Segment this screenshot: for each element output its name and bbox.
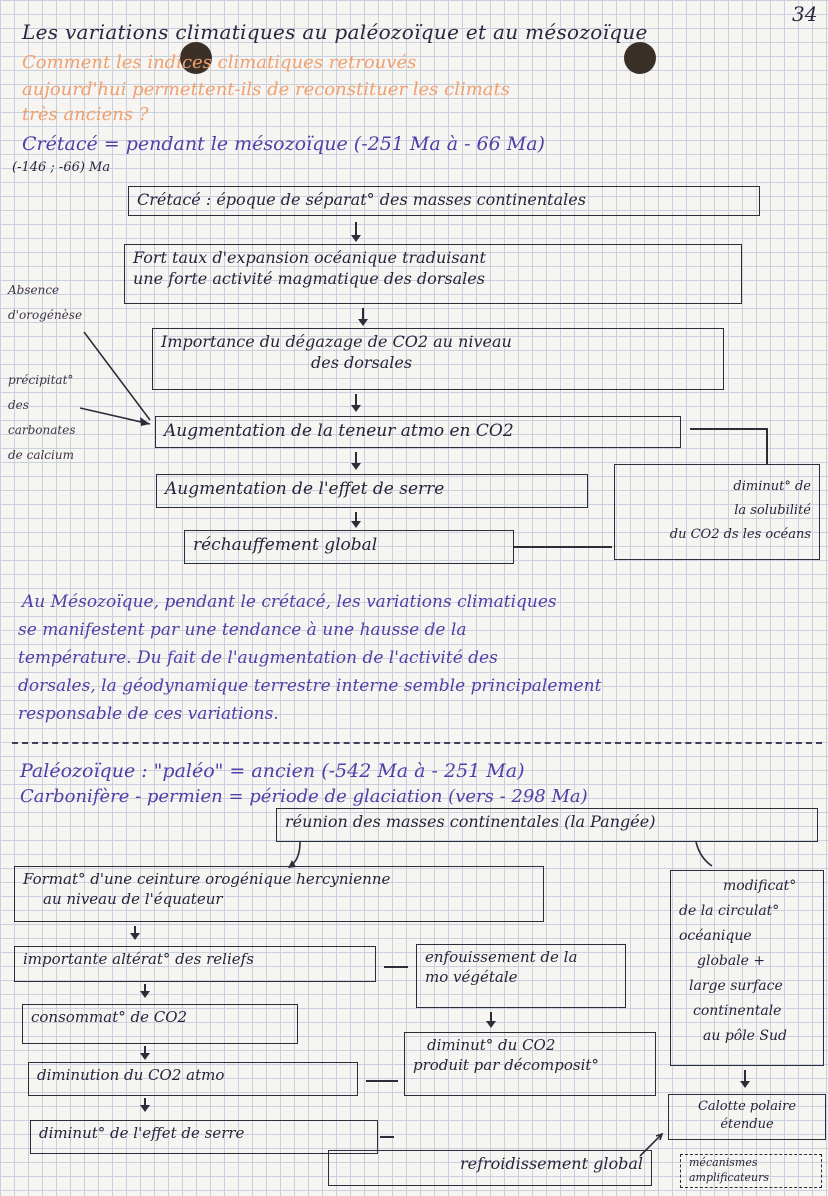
page-number: 34 — [792, 2, 818, 26]
side-precip-line-3: carbonates — [8, 423, 76, 437]
mecanismes-amplificateurs — [680, 1154, 822, 1188]
mecanismes-line-2: amplificateurs — [689, 1171, 770, 1184]
conclusion-line-1: Au Mésozoïque, pendant le crétacé, les variations climatiques — [22, 592, 557, 612]
conclusion-line-4: dorsales, la géodynamique terrestre interne semble principalement — [18, 676, 602, 696]
calotte-line-2: étendue — [720, 1117, 774, 1132]
arrow-1 — [355, 222, 357, 240]
cretace-range: (-146 ; -66) Ma — [12, 160, 111, 175]
question-line-3: très anciens ? — [22, 104, 149, 125]
modification-line-3: océanique — [679, 928, 752, 944]
modification-line-4: globale + — [697, 953, 766, 969]
diminut-co2-line-2: produit par décomposit° — [413, 1055, 599, 1074]
arrow-p2 — [144, 984, 146, 996]
modification-line-7: au pôle Sud — [703, 1028, 787, 1044]
arrow-effet-refroid — [380, 1136, 394, 1138]
arrow-diminut-atmo — [366, 1080, 398, 1082]
side-arrows — [0, 320, 160, 440]
solubilite-line-1: diminut° de — [733, 479, 811, 494]
box-expansion-line-1: Fort taux d'expansion océanique traduisant — [133, 248, 486, 267]
page-title: Les variations climatiques au paléozoïque et au mésozoïque — [22, 20, 648, 44]
calotte-line-1: Calotte polaire — [697, 1099, 797, 1114]
box-augmentation-co2: Augmentation de la teneur atmo en CO2 — [155, 416, 681, 448]
box-modification — [670, 870, 824, 1066]
box-alteration: importante altérat° des reliefs — [14, 946, 376, 982]
box-consommation: consommat° de CO2 — [22, 1004, 298, 1044]
box-enfouissement — [416, 944, 626, 1008]
calotte-arrows — [626, 1130, 686, 1170]
enfouissement-line-1: enfouissement de la — [425, 948, 578, 966]
arrow-p-enf — [490, 1012, 492, 1026]
question-line-2: aujourd'hui permettent-ils de reconstituer les climats — [22, 79, 511, 100]
arrow-p4 — [144, 1098, 146, 1110]
arrow-3 — [355, 394, 357, 410]
arrow-p-mod — [744, 1070, 746, 1086]
ceinture-line-2: au niveau de l'équateur — [43, 889, 223, 908]
arrow-2 — [362, 308, 364, 324]
box-degazage — [152, 328, 724, 390]
box-separation: Crétacé : époque de séparat° des masses continentales — [128, 186, 760, 216]
loop-line-h1 — [514, 546, 612, 548]
conclusion-line-3: température. Du fait de l'augmentation de l'activité des — [18, 648, 498, 668]
mecanismes-line-1: mécanismes — [689, 1156, 758, 1169]
box-degazage-line-1: Importance du dégazage de CO2 au niveau — [161, 332, 512, 351]
arrow-4 — [355, 452, 357, 468]
box-ceinture — [14, 866, 544, 922]
box-rechauffement: réchauffement global — [184, 530, 514, 564]
arrow-alter-enfouis — [384, 966, 408, 968]
side-absence-line-2: d'orogénèse — [8, 308, 83, 322]
modification-line-1: modificat° — [723, 878, 797, 894]
ceinture-line-1: Format° d'une ceinture orogénique hercynienne — [23, 870, 391, 888]
box-expansion — [124, 244, 742, 304]
cretace-definition: Crétacé = pendant le mésozoïque (-251 Ma à - 66 Ma) — [22, 133, 545, 155]
section-divider — [12, 742, 822, 744]
box-refroidissement: refroidissement global — [328, 1150, 652, 1186]
side-precip-line-4: de calcium — [8, 448, 74, 462]
box-effet-serre: Augmentation de l'effet de serre — [156, 474, 588, 508]
loop-line-h2 — [690, 428, 768, 430]
box-solubilite — [614, 464, 820, 560]
box-calotte — [668, 1094, 826, 1140]
paleozoique-definition: Paléozoïque : "paléo" = ancien (-542 Ma à - 251 Ma) — [20, 760, 525, 782]
solubilite-line-3: du CO2 ds les océans — [669, 527, 811, 542]
side-precip-line-2: des — [8, 398, 29, 412]
enfouissement-line-2: mo végétale — [425, 967, 518, 986]
conclusion-line-2: se manifestent par une tendance à une hausse de la — [18, 620, 467, 640]
arrow-5 — [355, 512, 357, 526]
conclusion-line-5: responsable de ces variations. — [18, 704, 279, 724]
box-reunion: réunion des masses continentales (la Pangée) — [276, 808, 818, 842]
box-degazage-line-2: des dorsales — [311, 352, 413, 372]
punch-hole-right — [624, 42, 656, 74]
modification-line-6: continentale — [693, 1003, 782, 1019]
modification-line-2: de la circulat° — [679, 903, 780, 919]
box-diminut-effet: diminut° de l'effet de serre — [30, 1120, 378, 1154]
side-absence-line-1: Absence — [8, 283, 60, 297]
box-diminut-co2 — [404, 1032, 656, 1096]
modification-line-5: large surface — [689, 978, 783, 994]
box-expansion-line-2: une forte activité magmatique des dorsales — [133, 268, 485, 288]
box-diminution-atmo: diminution du CO2 atmo — [28, 1062, 358, 1096]
diminut-co2-line-1: diminut° du CO2 — [427, 1036, 556, 1054]
arrow-p1 — [134, 926, 136, 938]
loop-line-v — [766, 428, 768, 464]
arrow-p3 — [144, 1046, 146, 1058]
carbonifere-line: Carbonifère - permien = période de glaciation (vers - 298 Ma) — [20, 786, 588, 807]
solubilite-line-2: la solubilité — [734, 503, 811, 518]
side-precip-line-1: précipitat° — [8, 373, 74, 387]
question-line-1: Comment les indices climatiques retrouvés — [22, 52, 417, 73]
